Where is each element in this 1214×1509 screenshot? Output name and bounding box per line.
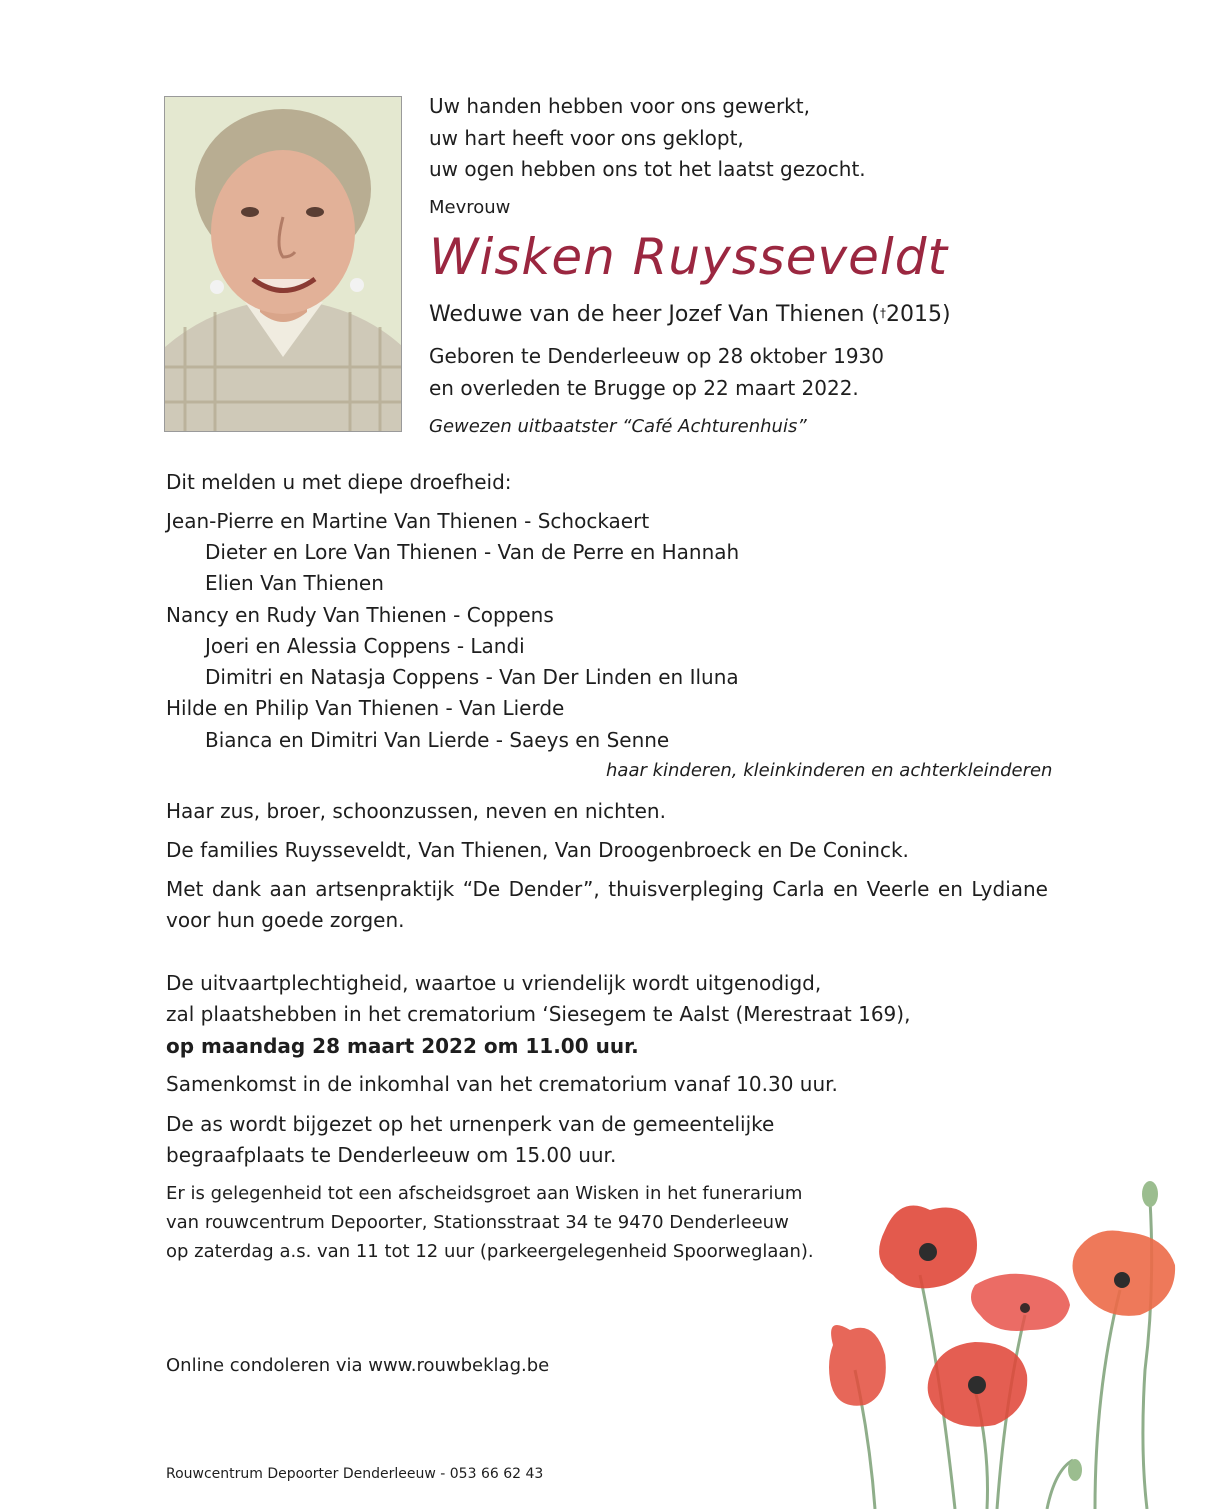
- poppy-flower: [928, 1342, 1028, 1427]
- family-line: Jean-Pierre en Martine Van Thienen - Schockaert: [166, 509, 650, 533]
- deceased-name: Wisken Ruysseveldt: [429, 228, 949, 286]
- dagger-symbol: †: [879, 306, 886, 320]
- family-line: Nancy en Rudy Van Thienen - Coppens: [166, 603, 554, 627]
- farewell-line: op zaterdag a.s. van 11 tot 12 uur (parkeergelegenheid Spoorweglaan).: [166, 1241, 814, 1262]
- families-line: De families Ruysseveldt, Van Thienen, Van Droogenbroeck en De Coninck.: [166, 838, 909, 862]
- family-line: Dieter en Lore Van Thienen - Van de Perre en Hannah: [205, 540, 740, 564]
- relatives-line: Haar zus, broer, schoonzussen, neven en nichten.: [166, 799, 666, 823]
- poppy-flower: [1073, 1230, 1176, 1315]
- intro-line: Dit melden u met diepe droefheid:: [166, 470, 512, 494]
- family-line: Elien Van Thienen: [205, 571, 384, 595]
- footer-contact: Rouwcentrum Depoorter Denderleeuw - 053 66 62 43: [166, 1466, 544, 1482]
- birth-line: Geboren te Denderleeuw op 28 oktober 1930: [429, 344, 884, 368]
- family-line: Dimitri en Natasja Coppens - Van Der Linden en Iluna: [205, 665, 739, 689]
- gathering-line: Samenkomst in de inkomhal van het crematorium vanaf 10.30 uur.: [166, 1072, 838, 1096]
- widow-year: 2015): [885, 302, 951, 327]
- ceremony-line: De uitvaartplechtigheid, waartoe u vriendelijk wordt uitgenodigd,: [166, 971, 822, 995]
- family-line: Bianca en Dimitri Van Lierde - Saeys en Senne: [205, 728, 670, 752]
- farewell-line: van rouwcentrum Depoorter, Stationsstraat 34 te 9470 Denderleeuw: [166, 1212, 789, 1233]
- thanks-paragraph: Met dank aan artsenpraktijk “De Dender”, thuisverpleging Carla en Veerle en Lydiane voor hun goede zorgen.: [166, 877, 1048, 932]
- family-line: Hilde en Philip Van Thienen - Van Lierde: [166, 696, 565, 720]
- death-line: en overleden te Brugge op 22 maart 2022.: [429, 376, 859, 400]
- ceremony-date: op maandag 28 maart 2022 om 11.00 uur.: [166, 1034, 639, 1058]
- occupation-line: Gewezen uitbaatster “Café Achturenhuis”: [429, 416, 807, 437]
- poem-line: Uw handen hebben voor ons gewerkt,: [429, 94, 810, 118]
- poppy-flower: [971, 1274, 1070, 1331]
- poem-line: uw ogen hebben ons tot het laatst gezocht.: [429, 157, 866, 181]
- family-line: Joeri en Alessia Coppens - Landi: [205, 634, 525, 658]
- salutation: Mevrouw: [429, 197, 511, 218]
- portrait-photo: [164, 96, 402, 432]
- ceremony-line: zal plaatshebben in het crematorium ‘Siesegem te Aalst (Merestraat 169),: [166, 1002, 911, 1026]
- ashes-line: begraafplaats te Denderleeuw om 15.00 uur.: [166, 1143, 617, 1167]
- portrait-illustration: [165, 97, 402, 432]
- poppy-flower: [829, 1325, 886, 1406]
- widow-text: Weduwe van de heer Jozef Van Thienen (: [429, 302, 880, 327]
- poppies-illustration: [815, 1170, 1195, 1509]
- widow-line: [429, 302, 951, 328]
- farewell-line: Er is gelegenheid tot een afscheidsgroet aan Wisken in het funerarium: [166, 1183, 803, 1204]
- poem-line: uw hart heeft voor ons geklopt,: [429, 126, 744, 150]
- family-caption: haar kinderen, kleinkinderen en achterkleinderen: [606, 760, 1053, 781]
- ashes-line: De as wordt bijgezet op het urnenperk van de gemeentelijke: [166, 1112, 775, 1136]
- online-condolence: Online condoleren via www.rouwbeklag.be: [166, 1355, 550, 1376]
- poppy-flower: [879, 1206, 977, 1289]
